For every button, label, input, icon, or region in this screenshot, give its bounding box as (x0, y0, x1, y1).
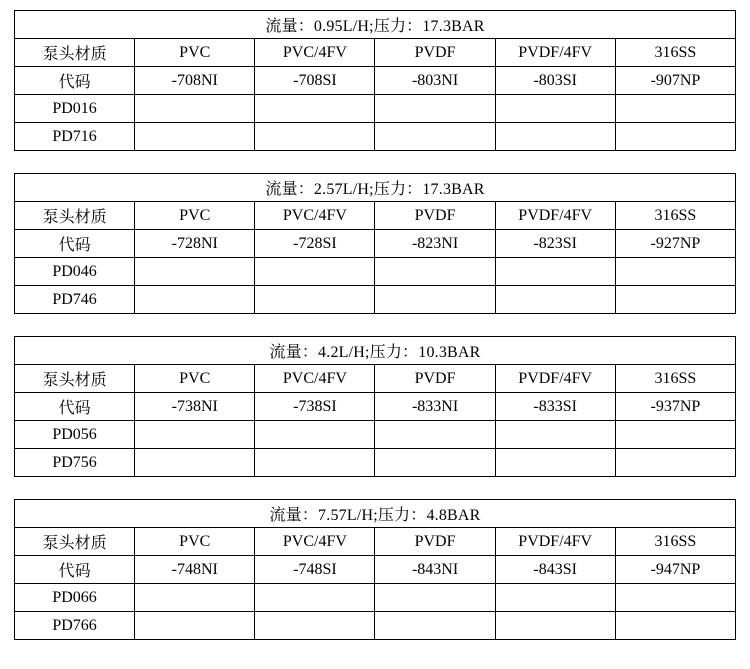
model-label: PD766 (15, 612, 135, 640)
row-label-code: 代码 (15, 230, 135, 258)
code-pvdf4fv: -823SI (495, 230, 615, 258)
table-title: 流量：4.2L/H;压力：10.3BAR (15, 337, 736, 365)
model-cell (495, 123, 615, 151)
model-cell (495, 421, 615, 449)
model-cell (255, 286, 375, 314)
header-pvdf4fv: PVDF/4FV (495, 39, 615, 67)
table-model-row (15, 258, 736, 286)
model-cell (255, 258, 375, 286)
model-cell (375, 95, 495, 123)
header-pvc4fv: PVC/4FV (255, 365, 375, 393)
model-cell (495, 449, 615, 477)
code-pvdf4fv: -803SI (495, 67, 615, 95)
header-material: 泵头材质 (15, 202, 135, 230)
model-cell (375, 258, 495, 286)
code-pvdf: -823NI (375, 230, 495, 258)
code-pvc: -738NI (135, 393, 255, 421)
model-cell (135, 258, 255, 286)
spec-table-3 (14, 336, 736, 477)
header-pvc4fv: PVC/4FV (255, 202, 375, 230)
table-title: 流量：0.95L/H;压力：17.3BAR (15, 11, 736, 39)
model-label: PD046 (15, 258, 135, 286)
table-title-row (15, 174, 736, 202)
model-cell (615, 286, 735, 314)
model-cell (375, 584, 495, 612)
model-cell (255, 612, 375, 640)
model-cell (495, 584, 615, 612)
code-pvdf4fv: -833SI (495, 393, 615, 421)
code-pvdf: -803NI (375, 67, 495, 95)
model-label: PD746 (15, 286, 135, 314)
spec-table-4 (14, 499, 736, 640)
header-pvdf: PVDF (375, 365, 495, 393)
model-cell (375, 286, 495, 314)
model-cell (135, 286, 255, 314)
model-cell (255, 95, 375, 123)
model-cell (615, 612, 735, 640)
header-316ss: 316SS (615, 202, 735, 230)
header-material: 泵头材质 (15, 528, 135, 556)
table-model-row (15, 612, 736, 640)
header-316ss: 316SS (615, 365, 735, 393)
model-cell (375, 123, 495, 151)
code-pvdf4fv: -843SI (495, 556, 615, 584)
table-model-row (15, 123, 736, 151)
code-pvc4fv: -738SI (255, 393, 375, 421)
header-material: 泵头材质 (15, 39, 135, 67)
header-pvdf4fv: PVDF/4FV (495, 528, 615, 556)
model-label: PD056 (15, 421, 135, 449)
model-cell (135, 449, 255, 477)
code-pvc: -748NI (135, 556, 255, 584)
row-label-code: 代码 (15, 393, 135, 421)
header-pvdf: PVDF (375, 39, 495, 67)
model-cell (255, 449, 375, 477)
header-pvdf4fv: PVDF/4FV (495, 202, 615, 230)
model-cell (135, 612, 255, 640)
spec-table-2 (14, 173, 736, 314)
table-title-row (15, 11, 736, 39)
model-cell (615, 95, 735, 123)
model-cell (615, 449, 735, 477)
model-label: PD716 (15, 123, 135, 151)
header-pvc: PVC (135, 528, 255, 556)
table-title-row (15, 500, 736, 528)
table-title: 流量：2.57L/H;压力：17.3BAR (15, 174, 736, 202)
spec-table-1 (14, 10, 736, 151)
code-316ss: -937NP (615, 393, 735, 421)
code-pvc4fv: -708SI (255, 67, 375, 95)
model-label: PD066 (15, 584, 135, 612)
table-code-row (15, 556, 736, 584)
header-pvdf: PVDF (375, 528, 495, 556)
code-pvdf: -843NI (375, 556, 495, 584)
code-316ss: -947NP (615, 556, 735, 584)
header-material: 泵头材质 (15, 365, 135, 393)
header-pvc: PVC (135, 202, 255, 230)
model-cell (375, 612, 495, 640)
table-model-row (15, 584, 736, 612)
header-pvc4fv: PVC/4FV (255, 39, 375, 67)
row-label-code: 代码 (15, 67, 135, 95)
model-cell (135, 421, 255, 449)
model-cell (375, 421, 495, 449)
code-pvdf: -833NI (375, 393, 495, 421)
code-316ss: -907NP (615, 67, 735, 95)
table-title-row (15, 337, 736, 365)
header-pvc4fv: PVC/4FV (255, 528, 375, 556)
table-code-row (15, 230, 736, 258)
table-header-row (15, 365, 736, 393)
code-pvc: -728NI (135, 230, 255, 258)
model-cell (255, 421, 375, 449)
table-model-row (15, 95, 736, 123)
model-label: PD016 (15, 95, 135, 123)
model-label: PD756 (15, 449, 135, 477)
model-cell (495, 95, 615, 123)
model-cell (135, 123, 255, 151)
table-model-row (15, 421, 736, 449)
code-pvc4fv: -728SI (255, 230, 375, 258)
header-pvc: PVC (135, 365, 255, 393)
model-cell (255, 584, 375, 612)
header-316ss: 316SS (615, 39, 735, 67)
model-cell (135, 584, 255, 612)
table-header-row (15, 528, 736, 556)
row-label-code: 代码 (15, 556, 135, 584)
model-cell (495, 286, 615, 314)
header-316ss: 316SS (615, 528, 735, 556)
model-cell (135, 95, 255, 123)
model-cell (255, 123, 375, 151)
header-pvc: PVC (135, 39, 255, 67)
table-title: 流量：7.57L/H;压力：4.8BAR (15, 500, 736, 528)
table-header-row (15, 202, 736, 230)
header-pvdf: PVDF (375, 202, 495, 230)
model-cell (615, 123, 735, 151)
table-code-row (15, 393, 736, 421)
model-cell (615, 421, 735, 449)
table-header-row (15, 39, 736, 67)
table-model-row (15, 286, 736, 314)
table-model-row (15, 449, 736, 477)
header-pvdf4fv: PVDF/4FV (495, 365, 615, 393)
code-pvc: -708NI (135, 67, 255, 95)
code-316ss: -927NP (615, 230, 735, 258)
model-cell (495, 612, 615, 640)
code-pvc4fv: -748SI (255, 556, 375, 584)
model-cell (495, 258, 615, 286)
model-cell (375, 449, 495, 477)
model-cell (615, 584, 735, 612)
table-code-row (15, 67, 736, 95)
model-cell (615, 258, 735, 286)
